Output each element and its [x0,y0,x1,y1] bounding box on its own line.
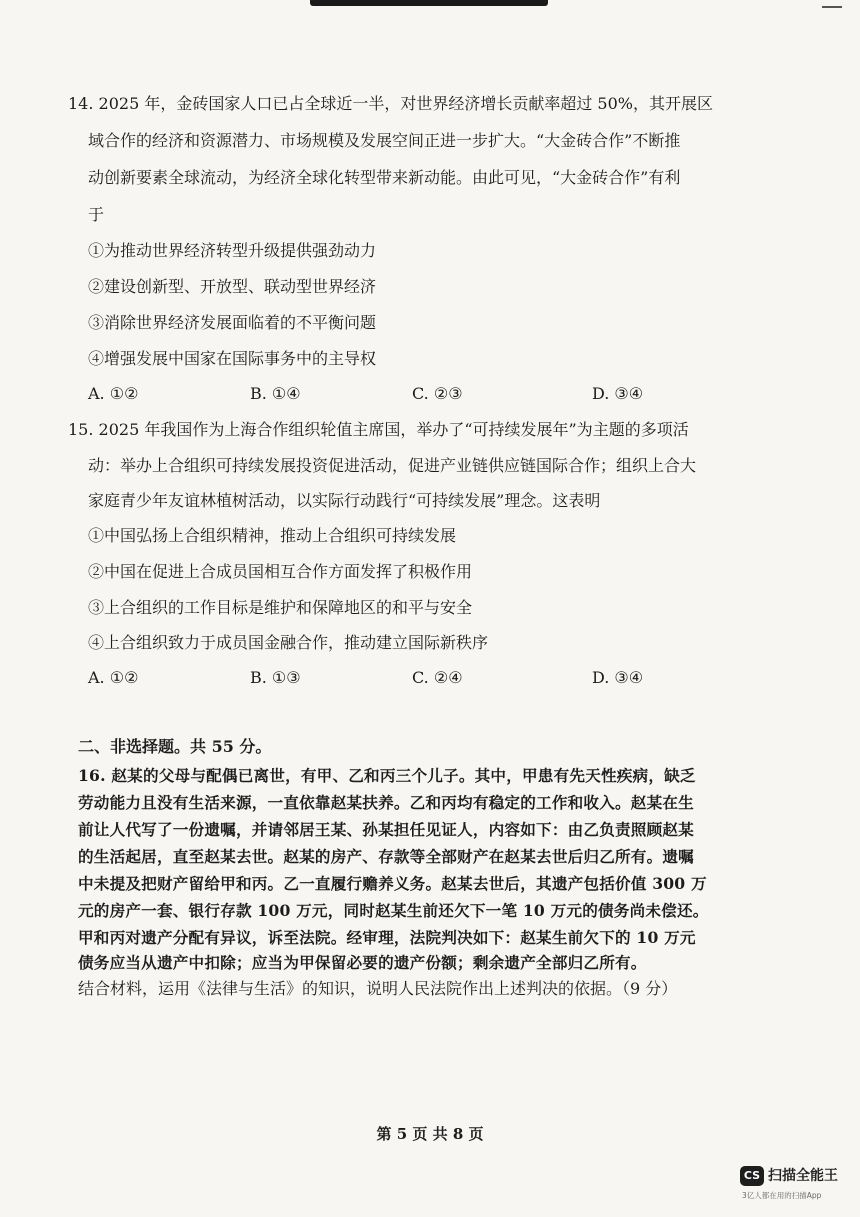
q14-option-d: D. ③④ [592,384,644,403]
q15-option-c: C. ②④ [412,668,463,687]
q14-option-c: C. ②③ [412,384,463,403]
q14-stem-line-2: 域合作的经济和资源潜力、市场规模及发展空间正进一步扩大。“大金砖合作”不断推 [88,131,681,150]
q16-material-line-1: 16. 赵某的父母与配偶已离世，有甲、乙和丙三个儿子。其中，甲患有先天性疾病，缺乏 [78,766,696,785]
q16-material-line-2: 劳动能力且没有生活来源，一直依靠赵某扶养。乙和丙均有稳定的工作和收入。赵某在生 [78,793,694,812]
watermark-tagline: 3亿人都在用的扫描App [742,1191,822,1200]
q15-item-3: ③上合组织的工作目标是维护和保障地区的和平与安全 [88,598,473,617]
q15-item-1: ①中国弘扬上合组织精神，推动上合组织可持续发展 [88,526,457,545]
q16-task: 结合材料，运用《法律与生活》的知识，说明人民法院作出上述判决的依据。（9 分） [78,979,678,998]
q14-option-b: B. ①④ [250,384,301,403]
q15-item-4: ④上合组织致力于成员国金融合作，推动建立国际新秩序 [88,633,489,652]
q14-stem-line-1: 14. 2025 年，金砖国家人口已占全球近一半，对世界经济增长贡献率超过 50%，其开展区 [68,94,713,113]
q14-item-3: ③消除世界经济发展面临着的不平衡问题 [88,313,377,332]
q16-material-line-5: 中未提及把财产留给甲和丙。乙一直履行赡养义务。赵某去世后，其遗产包括价值 300 万 [78,874,707,893]
q15-option-a: A. ①② [88,668,139,687]
section-2-heading: 二、非选择题。共 55 分。 [78,737,272,756]
cs-logo-icon: CS [740,1166,764,1186]
q14-item-4: ④增强发展中国家在国际事务中的主导权 [88,349,377,368]
q14-stem-line-3: 动创新要素全球流动，为经济全球化转型带来新动能。由此可见，“大金砖合作”有利 [88,168,681,187]
q15-stem-line-3: 家庭青少年友谊林植树活动，以实际行动践行“可持续发展”理念。这表明 [88,491,601,510]
q16-material-line-4: 的生活起居，直至赵某去世。赵某的房产、存款等全部财产在赵某去世后归乙所有。遗嘱 [78,847,694,866]
watermark-app-name: 扫描全能王 [768,1168,838,1184]
q15-option-b: B. ①③ [250,668,301,687]
scanner-watermark [740,1166,852,1208]
q15-option-d: D. ③④ [592,668,644,687]
q15-stem-line-1: 15. 2025 年我国作为上海合作组织轮值主席国，举办了“可持续发展年”为主题的多项活 [68,420,689,439]
q14-option-a: A. ①② [88,384,139,403]
q15-stem-line-2: 动：举办上合组织可持续发展投资促进活动，促进产业链供应链国际合作；组织上合大 [88,456,697,475]
q16-material-line-6: 元的房产一套、银行存款 100 万元，同时赵某生前还欠下一笔 10 万元的债务尚未偿还。 [78,901,709,920]
q16-material-line-3: 前让人代写了一份遗嘱，并请邻居王某、孙某担任见证人，内容如下：由乙负责照顾赵某 [78,820,694,839]
q15-item-2: ②中国在促进上合成员国相互合作方面发挥了积极作用 [88,562,473,581]
q14-stem-line-4: 于 [88,205,105,224]
q16-material-line-7: 甲和丙对遗产分配有异议，诉至法院。经审理，法院判决如下：赵某生前欠下的 10 万元 [78,928,696,947]
q14-item-1: ①为推动世界经济转型升级提供强劲动力 [88,241,377,260]
q14-item-2: ②建设创新型、开放型、联动型世界经济 [88,277,377,296]
page-number: 第 5 页 共 8 页 [376,1125,484,1143]
q16-material-line-8: 债务应当从遗产中扣除；应当为甲保留必要的遗产份额；剩余遗产全部归乙所有。 [78,953,647,972]
